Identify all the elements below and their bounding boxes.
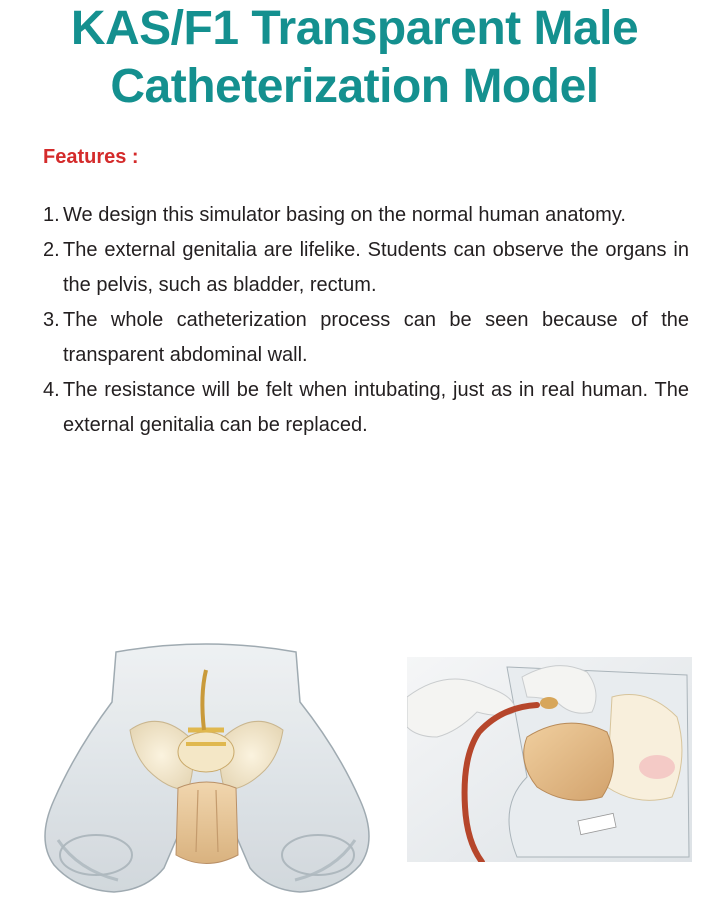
feature-number: 4. xyxy=(43,379,60,401)
page-title xyxy=(0,0,709,116)
feature-text: We design this simulator basing on the normal human anatomy. xyxy=(63,204,626,226)
title-line-1: KAS/F1 Transparent Male xyxy=(70,2,639,55)
title-line-2: Catheterization Model xyxy=(110,60,599,113)
feature-number: 1. xyxy=(43,204,60,226)
feature-text: The resistance will be felt when intubating, just as in real human. The external genitalia can be replaced. xyxy=(63,379,689,436)
feature-number: 2. xyxy=(43,239,60,261)
feature-list xyxy=(43,198,689,443)
feature-number: 3. xyxy=(43,309,60,331)
catheterization-demonstration-photo xyxy=(407,657,692,862)
feature-text: The whole catheterization process can be seen because of the transparent abdominal wall. xyxy=(63,309,689,366)
transparent-male-catheterization-model-photo xyxy=(38,640,375,902)
feature-item-3 xyxy=(43,303,689,373)
feature-item-2 xyxy=(43,233,689,303)
features-heading: Features : xyxy=(43,146,139,168)
feature-item-1 xyxy=(43,198,689,233)
feature-item-4 xyxy=(43,373,689,443)
feature-text: The external genitalia are lifelike. Students can observe the organs in the pelvis, such as bladder, rectum. xyxy=(63,239,689,296)
